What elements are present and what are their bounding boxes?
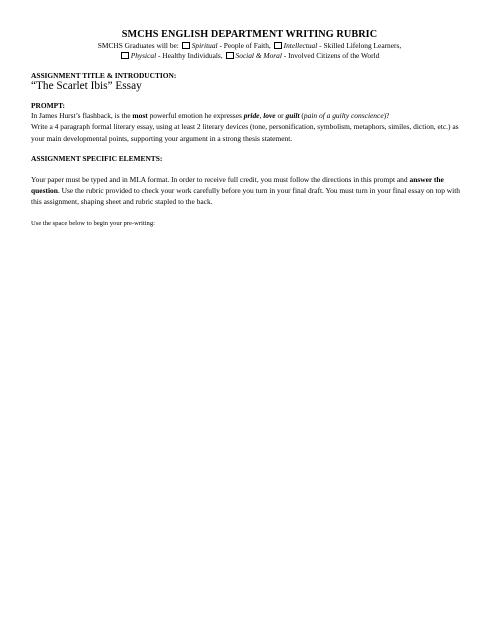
page-title: SMCHS ENGLISH DEPARTMENT WRITING RUBRIC (121, 29, 378, 40)
intellectual-label: Intellectual (283, 41, 318, 50)
prompt-text: ( (299, 111, 304, 120)
graduates-line-2 (31, 51, 468, 61)
prompt-text: In James Hurst’s flashback, is the (31, 111, 133, 120)
assignment-label: ASSIGNMENT TITLE & INTRODUCTION: (31, 71, 177, 80)
spiritual-desc: - People of Faith, (217, 41, 271, 50)
prompt-pride: pride (243, 111, 260, 120)
prompt-text: powerful emotion he expresses (147, 111, 244, 120)
specific-elements-label: ASSIGNMENT SPECIFIC ELEMENTS: (31, 153, 163, 163)
physical-label: Physical (130, 51, 157, 60)
prompt-most: most (132, 111, 148, 120)
graduates-prefix: SMCHS Graduates will be: (97, 41, 179, 50)
prompt-question (31, 110, 468, 121)
prewriting-instruction: Use the space below to begin your pre-writing: (31, 219, 155, 227)
spiritual-label: Spiritual (191, 41, 218, 50)
rubric-page (31, 28, 468, 228)
checkbox-social-moral[interactable] (226, 52, 234, 59)
specific-elements-text (31, 174, 468, 208)
prompt-guilt: guilt (285, 111, 300, 120)
checkbox-intellectual[interactable] (274, 42, 282, 49)
specific-text: Your paper must be typed and in MLA format. In order to receive full credit, you must follow the directions in this prompt and (31, 174, 410, 184)
intellectual-desc: - Skilled Lifelong Learners, (317, 41, 402, 50)
prompt-text: , (259, 111, 264, 120)
graduates-line-1 (31, 41, 468, 51)
prompt-love: love (263, 111, 276, 120)
assignment-title: “The Scarlet Ibis” Essay (31, 80, 142, 92)
social-moral-desc: - Involved Citizens of the World (281, 51, 380, 60)
specific-text: . Use the rubric provided to check your work carefully before you turn in your final draft. You must turn in your final essay on top with this assignment, shaping sheet and rubric stapled to the back. (31, 186, 461, 207)
prompt-guilt-definition: pain of a guilty conscience (303, 111, 384, 120)
physical-desc: - Healthy Individuals, (156, 51, 223, 60)
checkbox-spiritual[interactable] (182, 42, 190, 49)
prompt-instructions: Write a 4 paragraph formal literary essay, using at least 2 literary devices (tone, personification, symbolism, metaphors, similes, diction, etc.) as your main developmental points, supporting your argument in a strong thesis statement. (31, 122, 459, 143)
prompt-text: or (275, 111, 286, 120)
prompt-text: )? (383, 111, 390, 120)
social-moral-label: Social & Moral (235, 51, 282, 60)
answer-the-question: answer the question (31, 174, 444, 196)
prompt-label: PROMPT: (31, 101, 65, 110)
checkbox-physical[interactable] (121, 52, 129, 59)
